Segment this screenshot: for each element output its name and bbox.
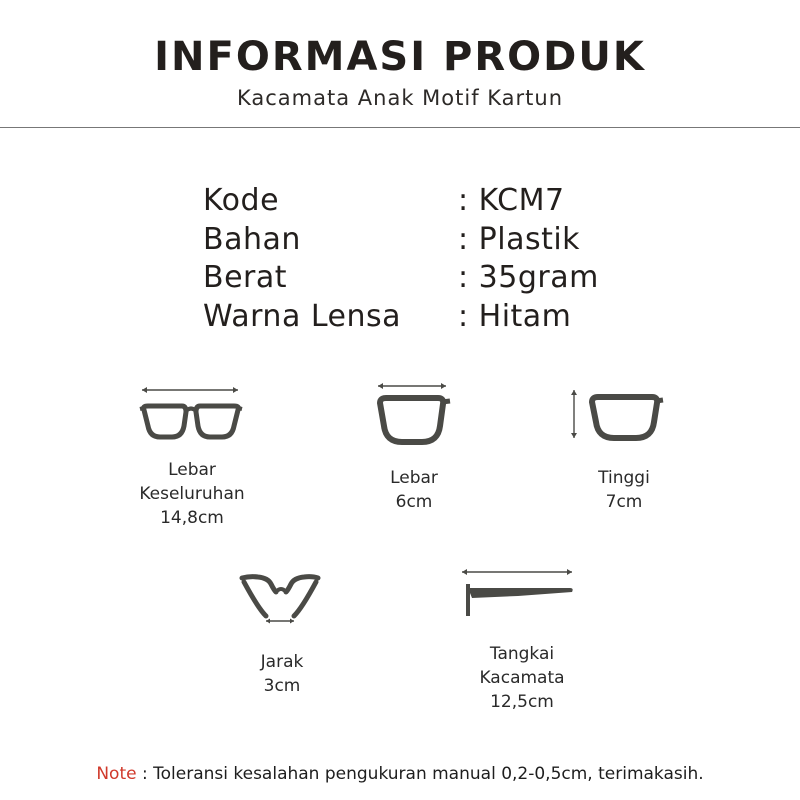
note-text: : Toleransi kesalahan pengukuran manual 0,2-0,5cm, terimakasih. [136, 764, 704, 784]
lens-width-icon [372, 378, 452, 448]
measurement-note [0, 764, 800, 784]
spec-label-berat: Berat [203, 260, 288, 295]
bridge-distance-icon [240, 568, 320, 628]
dimension-label-lens-height: Tinggi 7cm [598, 468, 650, 512]
note-key: Note [96, 764, 137, 784]
spec-value-warna-lensa: : Hitam [458, 299, 572, 334]
page-title: INFORMASI PRODUK [154, 34, 646, 80]
page-subtitle: Kacamata Anak Motif Kartun [236, 86, 564, 110]
spec-label-bahan: Bahan [203, 222, 301, 257]
spec-label-kode: Kode [203, 183, 280, 218]
dimension-label-lens-width: Lebar 6cm [390, 468, 438, 512]
spec-value-berat: : 35gram [458, 260, 599, 295]
spec-label-warna-lensa: Warna Lensa [203, 299, 402, 334]
glasses-front-width-icon [138, 382, 244, 442]
spec-value-kode: : KCM7 [458, 183, 565, 218]
temple-length-icon [458, 562, 578, 622]
lens-height-icon [566, 386, 666, 446]
dimension-label-overall-width: Lebar Keseluruhan 14,8cm [139, 460, 245, 528]
spec-value-bahan: : Plastik [458, 222, 581, 257]
dimension-label-bridge-distance: Jarak 3cm [260, 652, 304, 696]
dimension-label-temple-length: Tangkai Kacamata 12,5cm [479, 644, 565, 712]
header-divider [0, 127, 800, 128]
